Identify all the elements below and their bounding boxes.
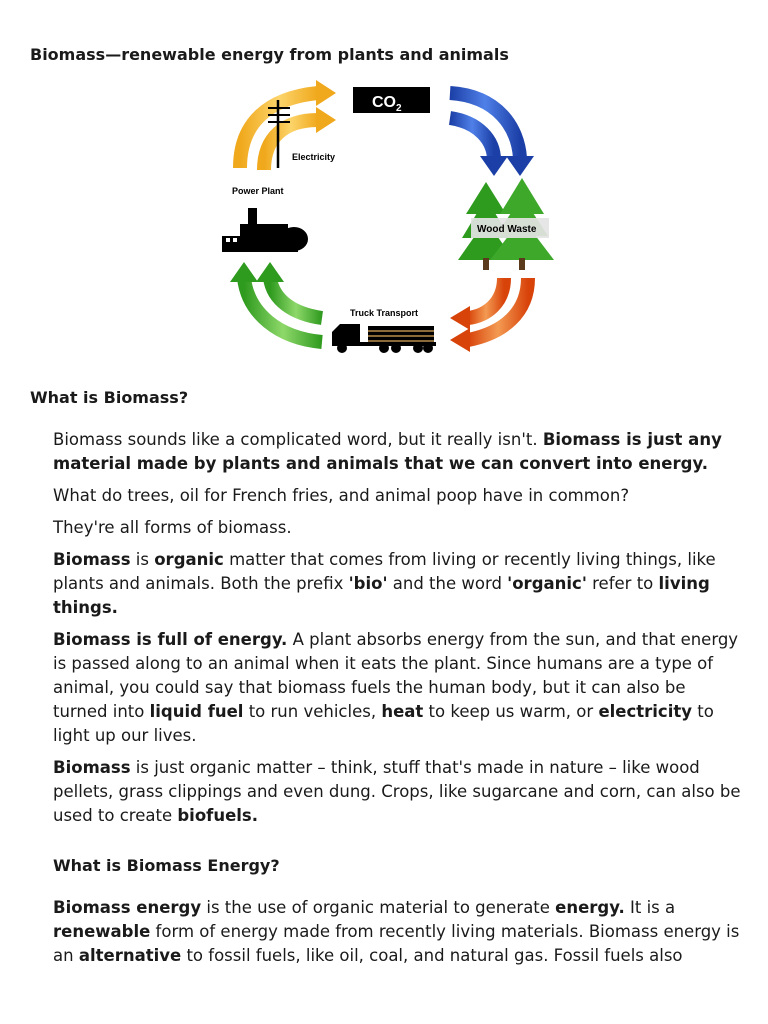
bold-text: liquid fuel (149, 702, 244, 721)
co2-label: CO (372, 94, 396, 111)
paragraph (53, 548, 743, 620)
truck-transport-label: Truck Transport (350, 308, 419, 318)
paragraph (53, 896, 743, 968)
wood-waste-label: Wood Waste (477, 224, 537, 235)
text: A plant absorbs energy from the sun, and that energy is passed along to an animal when it eats the plant. Since humans are a type of animal, you could say that biomass fuels the human body, but it can also be turned into (53, 630, 739, 721)
bold-text: alternative (78, 946, 182, 965)
bold-text: biofuels. (177, 806, 259, 825)
page-title: Biomass—renewable energy from plants and animals (30, 45, 509, 64)
paragraph (53, 484, 743, 508)
text: is just organic matter – think, stuff that's made in nature – like wood pellets, grass clippings and even dung. Crops, like sugarcane and corn, can also be used to create (53, 758, 741, 825)
text: to fossil fuels, like oil, coal, and natural gas. Fossil fuels also (181, 946, 683, 965)
bold-text: Biomass is full of energy. (53, 630, 288, 649)
text: They're all forms of biomass. (53, 518, 292, 537)
text: to run vehicles, (243, 702, 382, 721)
truck-icon (332, 324, 436, 353)
section-body-biomass-energy (53, 896, 743, 976)
text: to light up our lives. (53, 702, 714, 745)
bold-text: living things. (53, 574, 710, 617)
paragraph (53, 428, 743, 476)
electricity-label: Electricity (292, 152, 336, 162)
text: and the word (387, 574, 508, 593)
text: form of energy made from recently living materials. Biomass energy is an (53, 922, 740, 965)
blue-cycle-arrow-icon (450, 93, 534, 176)
red-cycle-arrow-icon (450, 278, 528, 352)
section-heading-what-is-biomass: What is Biomass? (30, 388, 189, 407)
co2-subscript: 2 (396, 103, 402, 114)
co2-box (353, 87, 430, 114)
bold-text: Biomass (53, 550, 131, 569)
paragraph (53, 628, 743, 748)
bold-text: 'bio' (348, 574, 388, 593)
text: is the use of organic material to generate (201, 898, 556, 917)
bold-text: electricity (598, 702, 693, 721)
bold-text: energy. (555, 898, 625, 917)
section-body-biomass (53, 428, 743, 836)
bold-text: organic (154, 550, 224, 569)
section-heading-biomass-energy: What is Biomass Energy? (53, 856, 280, 875)
text: Biomass sounds like a complicated word, but it really isn't. (53, 430, 543, 449)
text: is (130, 550, 155, 569)
power-plant-label: Power Plant (232, 186, 284, 196)
paragraph (53, 516, 743, 540)
text: What do trees, oil for French fries, and animal poop have in common? (53, 486, 630, 505)
text: matter that comes from living or recently living things, like plants and animals. Both the prefix (53, 550, 716, 593)
bold-text: renewable (53, 922, 151, 941)
bold-text: 'organic' (507, 574, 587, 593)
paragraph (53, 756, 743, 828)
text: to keep us warm, or (423, 702, 599, 721)
green-cycle-arrow-icon (230, 262, 322, 342)
text: It is a (624, 898, 676, 917)
bold-text: Biomass energy (53, 898, 202, 917)
bold-text: Biomass is just any material made by plants and animals that we can convert into energy. (53, 430, 722, 473)
power-plant-icon (222, 208, 308, 252)
bold-text: Biomass (53, 758, 131, 777)
text: refer to (586, 574, 659, 593)
biomass-cycle-diagram (218, 78, 554, 358)
bold-text: heat (381, 702, 424, 721)
